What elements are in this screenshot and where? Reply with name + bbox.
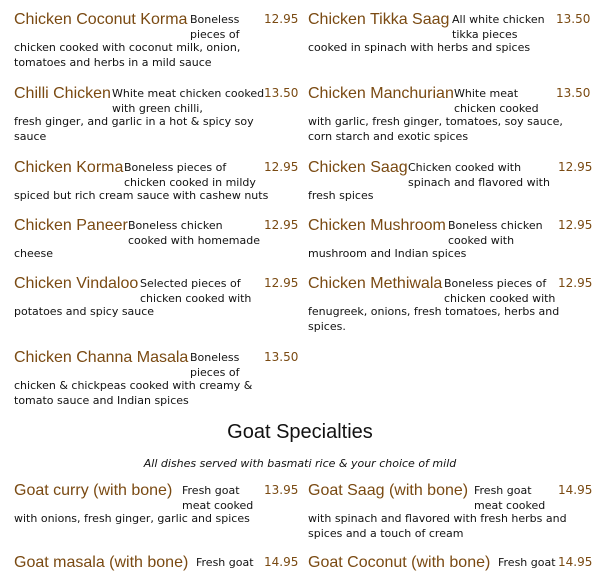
dish-description-rest: with garlic, fresh ginger, tomatoes, soy sauce, corn starch and exotic spices bbox=[308, 115, 563, 143]
dish-price: 14.95 bbox=[264, 555, 299, 569]
dish-name: Chicken Methiwala bbox=[308, 275, 443, 292]
dish-price: 12.95 bbox=[558, 218, 593, 232]
dish-description-rest: chicken & chickpeas cooked with creamy & tomato sauce and Indian spices bbox=[14, 379, 253, 407]
dish-description-rest: fresh spices bbox=[308, 189, 374, 202]
dish-description-start: Boneless chicken cooked with homemade bbox=[128, 219, 260, 247]
menu-item-chicken-methiwala bbox=[308, 274, 593, 334]
dish-description-rest: fresh ginger, and garlic in a hot & spicy soy sauce bbox=[14, 115, 254, 143]
dish-name: Chicken Mushroom bbox=[308, 217, 446, 234]
dish-price: 13.50 bbox=[556, 12, 591, 26]
dish-price: 13.50 bbox=[264, 86, 299, 100]
dish-price: 13.50 bbox=[264, 350, 299, 364]
dish-price: 12.95 bbox=[558, 276, 593, 290]
dish-description-rest: with spinach and flavored with fresh herbs and spices and a touch of cream bbox=[308, 512, 567, 540]
dish-name: Chicken Manchurian bbox=[308, 85, 454, 102]
dish-description-rest: chicken cooked with coconut milk, onion, tomatoes and herbs in a mild sauce bbox=[14, 41, 241, 69]
dish-name: Chicken Tikka Saag bbox=[308, 11, 450, 28]
dish-description-rest: mushroom and Indian spices bbox=[308, 247, 467, 260]
dish-description-start: Boneless chicken cooked with bbox=[448, 219, 543, 247]
dish-name: Chicken Coconut Korma bbox=[14, 11, 188, 28]
dish-price: 12.95 bbox=[558, 160, 593, 174]
dish-description-start: Chicken cooked with spinach and flavored with bbox=[408, 161, 550, 189]
dish-description-start: Boneless pieces of chicken cooked with bbox=[444, 277, 556, 305]
menu-item-chicken-channa-masala bbox=[14, 348, 299, 408]
dish-description-start: Fresh goat bbox=[196, 556, 254, 569]
menu-item-chicken-coconut-korma bbox=[14, 10, 299, 70]
dish-description-start: White meat chicken cooked with green chilli, bbox=[112, 87, 265, 115]
dish-description-rest: fenugreek, onions, fresh tomatoes, herbs and spices. bbox=[308, 305, 560, 333]
menu-item-chicken-tikka-saag bbox=[308, 10, 590, 55]
dish-name: Goat masala (with bone) bbox=[14, 554, 189, 571]
dish-price: 12.95 bbox=[264, 276, 299, 290]
dish-description-rest: potatoes and spicy sauce bbox=[14, 305, 155, 318]
dish-name: Chilli Chicken bbox=[14, 85, 111, 102]
dish-name: Chicken Korma bbox=[14, 159, 124, 176]
dish-description-start: Boneless pieces of chicken cooked in mildy bbox=[124, 161, 256, 189]
dish-description-rest: cooked in spinach with herbs and spices bbox=[308, 41, 531, 54]
menu-item-chicken-paneer bbox=[14, 216, 299, 261]
menu-item-chicken-korma bbox=[14, 158, 299, 203]
dish-description-start: Fresh goat meat cooked bbox=[474, 484, 546, 512]
dish-description-rest: with onions, fresh ginger, garlic and spices bbox=[14, 512, 250, 525]
dish-price: 12.95 bbox=[264, 12, 299, 26]
dish-description-start: All white chicken tikka pieces bbox=[452, 13, 545, 41]
dish-price: 12.95 bbox=[264, 160, 299, 174]
dish-name: Chicken Vindaloo bbox=[14, 275, 139, 292]
dish-description-start: Fresh goat meat cooked bbox=[182, 484, 254, 512]
dish-price: 13.50 bbox=[556, 86, 591, 100]
dish-description-rest: spiced but rich cream sauce with cashew nuts bbox=[14, 189, 269, 202]
menu-item-goat-coconut bbox=[308, 553, 593, 573]
dish-description-start: White meat chicken cooked bbox=[454, 87, 539, 115]
dish-name: Chicken Saag bbox=[308, 159, 408, 176]
dish-description-rest: cheese bbox=[14, 247, 54, 260]
dish-description-start: Fresh goat bbox=[498, 556, 556, 569]
dish-name: Goat curry (with bone) bbox=[14, 482, 173, 499]
dish-name: Chicken Paneer bbox=[14, 217, 128, 234]
menu-item-goat-saag bbox=[308, 481, 593, 541]
menu-item-chilli-chicken bbox=[14, 84, 299, 144]
dish-price: 13.95 bbox=[264, 483, 299, 497]
dish-name: Chicken Channa Masala bbox=[14, 349, 189, 366]
menu-item-goat-masala bbox=[14, 553, 299, 573]
menu-item-chicken-manchurian bbox=[308, 84, 590, 144]
dish-price: 14.95 bbox=[558, 555, 593, 569]
dish-name: Goat Saag (with bone) bbox=[308, 482, 469, 499]
dish-price: 14.95 bbox=[558, 483, 593, 497]
dish-description-start: Boneless pieces of bbox=[190, 351, 240, 379]
dish-description-start: Boneless pieces of bbox=[190, 13, 240, 41]
dish-description-start: Selected pieces of chicken cooked with bbox=[140, 277, 252, 305]
menu-item-goat-curry bbox=[14, 481, 299, 526]
menu-item-chicken-mushroom bbox=[308, 216, 593, 261]
section-title-goat: Goat Specialties bbox=[227, 421, 373, 443]
section-note: All dishes served with basmati rice & your choice of mild bbox=[143, 457, 457, 470]
dish-name: Goat Coconut (with bone) bbox=[308, 554, 491, 571]
menu-item-chicken-vindaloo bbox=[14, 274, 299, 319]
dish-price: 12.95 bbox=[264, 218, 299, 232]
menu-item-chicken-saag bbox=[308, 158, 593, 203]
